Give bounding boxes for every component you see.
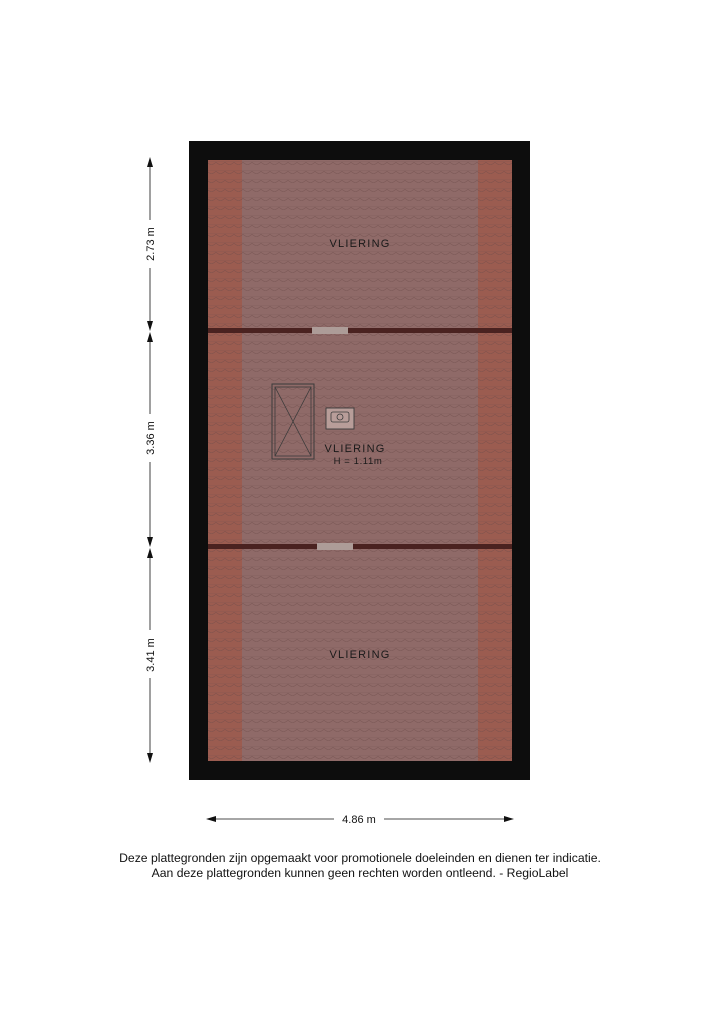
dimension-label-vertical-1: 2.73 m [145,227,157,261]
disclaimer-line-2: Aan deze plattegronden kunnen geen rechten worden ontleend. - RegioLabel [151,866,569,880]
room-label-middle: VLIERING [324,443,386,455]
boiler-icon [326,408,354,429]
purlin-top [208,327,512,334]
dimension-label-horizontal: 4.86 m [342,814,376,826]
purlin-bottom [208,543,512,550]
dimension-label-vertical-2: 3.36 m [145,421,157,455]
disclaimer [0,851,720,881]
disclaimer-line-1: Deze plattegronden zijn opgemaakt voor promotionele doeleinden en dienen ter indicatie. [119,851,601,865]
room-label-bottom: VLIERING [329,649,391,661]
room-label-top: VLIERING [329,238,391,250]
room-height-label: H = 1.11m [333,456,383,467]
dimension-label-vertical-3: 3.41 m [145,638,157,672]
